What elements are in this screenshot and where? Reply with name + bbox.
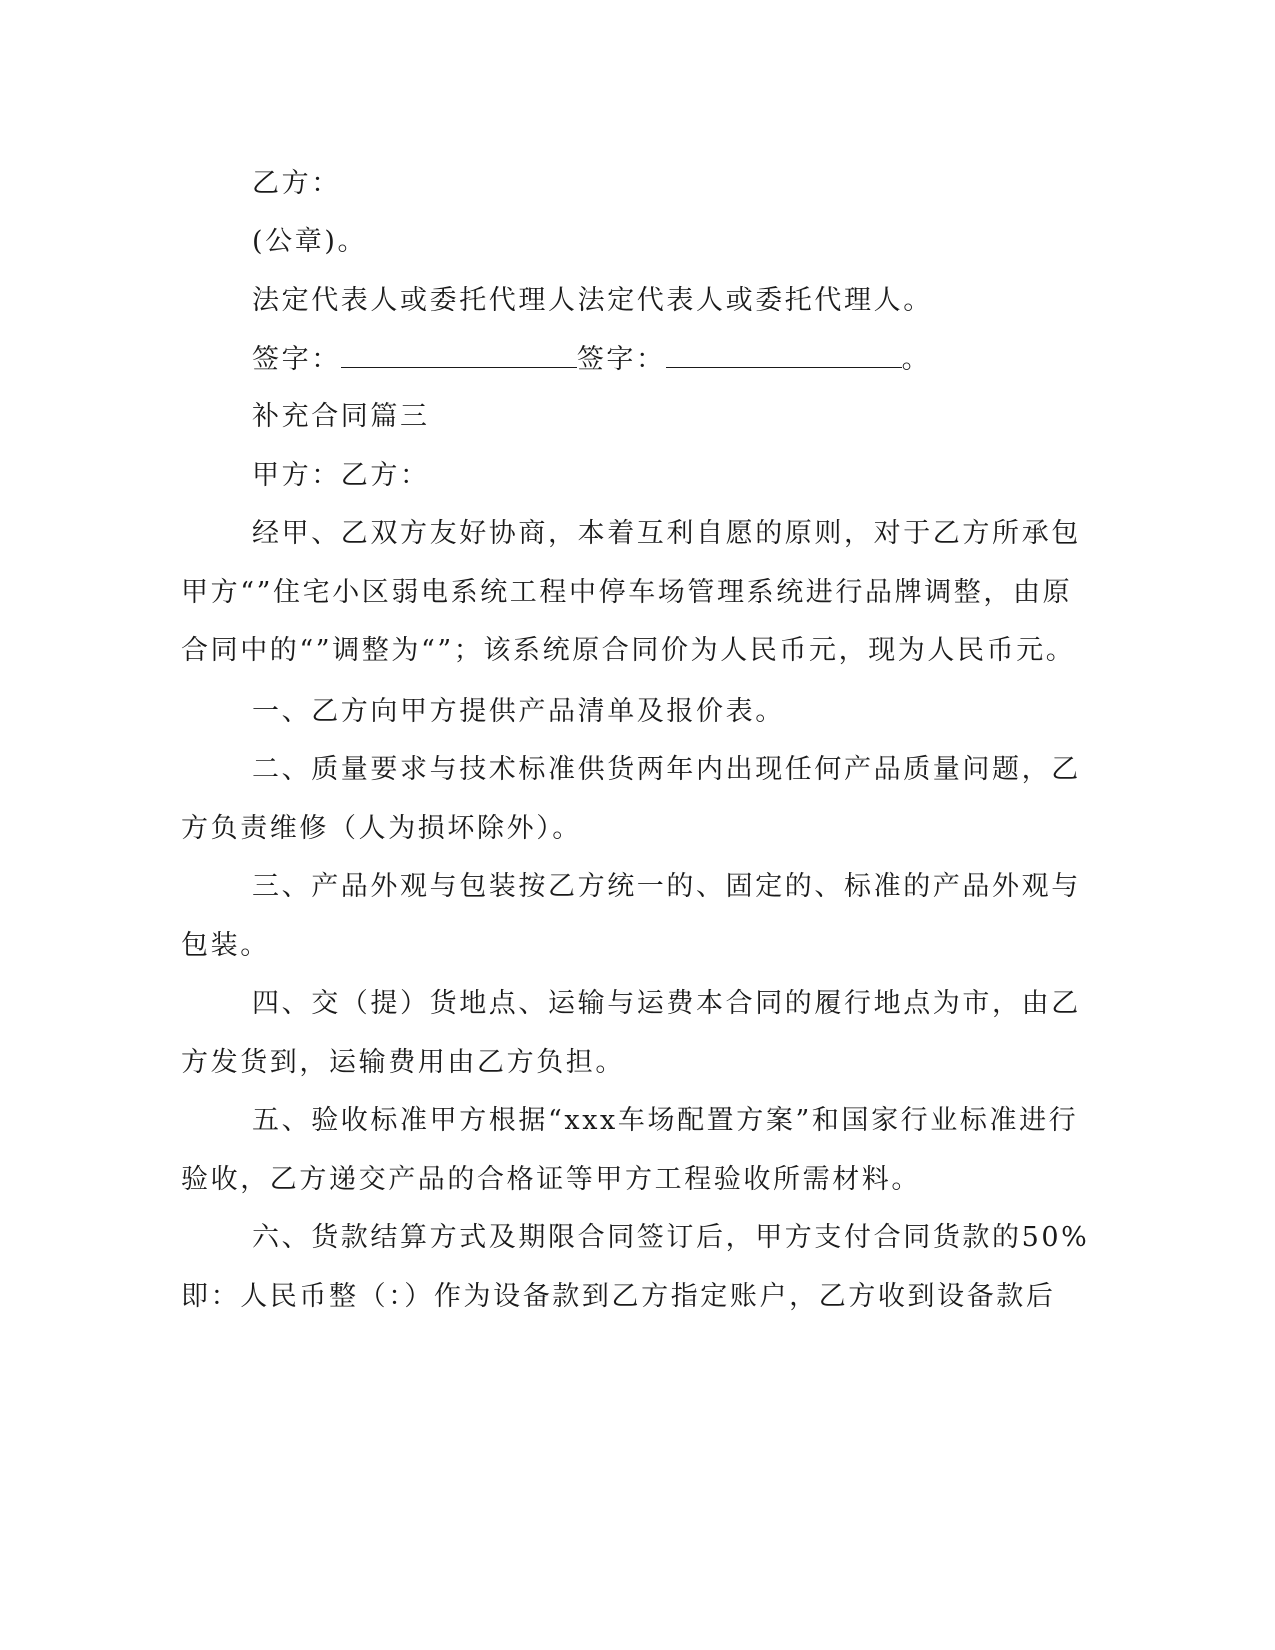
clause-6: 六、货款结算方式及期限合同签订后，甲方支付合同货款的50%	[252, 1222, 1090, 1253]
seal-label: (公章)。	[252, 226, 368, 257]
representative-line: 法定代表人或委托代理人法定代表人或委托代理人。	[252, 285, 933, 316]
parties-line: 甲方：乙方：	[252, 460, 430, 491]
clause-5: 五、验收标准甲方根据“xxx车场配置方案”和国家行业标准进行	[252, 1105, 1079, 1136]
clause-2: 二、质量要求与技术标准供货两年内出现任何产品质量问题，乙	[252, 754, 1081, 785]
signature-blank-2	[666, 345, 902, 368]
clause-3: 三、产品外观与包装按乙方统一的、固定的、标准的产品外观与	[252, 871, 1081, 902]
clause-4-cont: 方发货到，运输费用由乙方负担。	[181, 1047, 625, 1078]
signature-blank-1	[341, 345, 577, 368]
paragraph-line: 经甲、乙双方友好协商，本着互利自愿的原则，对于乙方所承包	[252, 518, 1081, 549]
signature-label-1: 签字：	[252, 344, 341, 375]
clause-2-cont: 方负责维修（人为损坏除外）。	[181, 813, 582, 844]
clause-4: 四、交（提）货地点、运输与运费本合同的履行地点为市，由乙	[252, 988, 1081, 1019]
signature-line	[252, 345, 931, 373]
clause-5-cont: 验收，乙方递交产品的合格证等甲方工程验收所需材料。	[181, 1164, 921, 1195]
clause-6-cont: 即：人民币整（：）作为设备款到乙方指定账户，乙方收到设备款后	[181, 1281, 1056, 1312]
clause-1: 一、乙方向甲方提供产品清单及报价表。	[252, 696, 785, 727]
signature-end: 。	[901, 344, 932, 375]
party-b-label: 乙方：	[252, 168, 341, 199]
section-title: 补充合同篇三	[252, 401, 430, 432]
clause-3-cont: 包装。	[181, 930, 270, 961]
paragraph-line: 甲方“”住宅小区弱电系统工程中停车场管理系统进行品牌调整，由原	[181, 577, 1073, 608]
paragraph-line: 合同中的“”调整为“”；该系统原合同价为人民币元，现为人民币元。	[181, 635, 1076, 666]
signature-label-2: 签字：	[576, 344, 666, 375]
